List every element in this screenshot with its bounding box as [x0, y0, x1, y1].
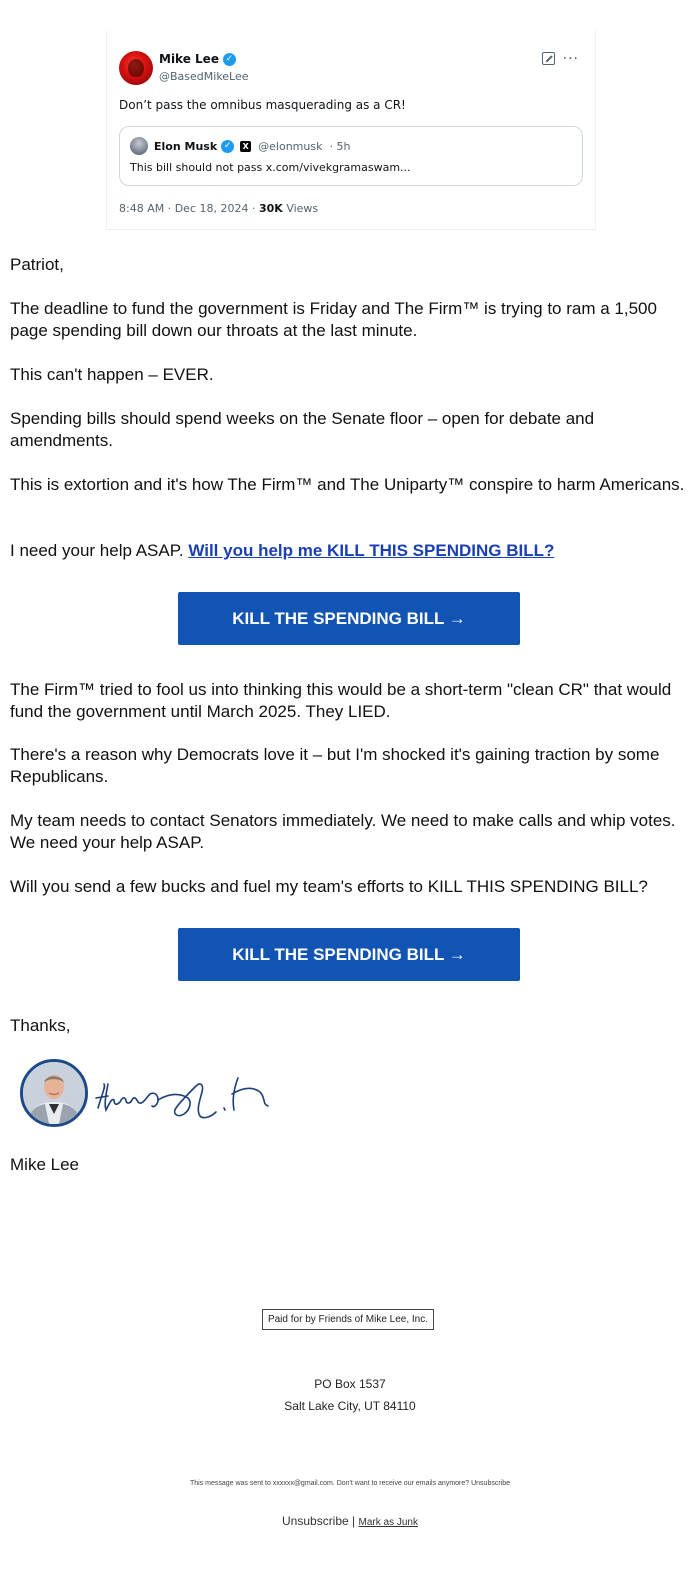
tweet-views-label: Views — [286, 202, 319, 215]
paid-for-disclaimer: Paid for by Friends of Mike Lee, Inc. — [262, 1309, 434, 1330]
paragraph-extortion: This is extortion and it's how The Firm™ and The Uniparty™ conspire to harm Americans. — [10, 475, 685, 494]
quoted-author-name: Elon Musk — [154, 139, 218, 153]
address-line-1: PO Box 1537 — [314, 1377, 386, 1391]
tweet-views-count: 30K — [258, 202, 283, 215]
embedded-tweet[interactable] — [106, 30, 596, 230]
address-line-2: Salt Lake City, UT 84110 — [284, 1399, 416, 1413]
paragraph-clean-cr: The Firm™ tried to fool us into thinking this would be a short-term "clean CR" that would fund the government until March 2025. They LIED. — [10, 680, 672, 721]
paragraph-democrats: There's a reason why Democrats love it – but I'm shocked it's gaining traction by some Republicans. — [10, 745, 660, 786]
unsubscribe-link[interactable]: Unsubscribe — [282, 1514, 349, 1528]
paragraph-cant-happen: This can't happen – EVER. — [10, 365, 214, 384]
quoted-author-handle: @elonmusk — [258, 139, 323, 153]
paragraph-help — [10, 540, 690, 562]
quoted-tweet[interactable] — [119, 126, 583, 186]
kill-bill-link[interactable]: Will you help me KILL THIS SPENDING BILL? — [188, 541, 555, 560]
more-icon[interactable]: ··· — [562, 50, 579, 67]
paragraph-send-bucks: Will you send a few bucks and fuel my team's efforts to KILL THIS SPENDING BILL? — [10, 877, 648, 896]
mark-as-junk-link[interactable]: Mark as Junk — [358, 1517, 418, 1528]
tweet-meta[interactable] — [119, 202, 318, 215]
signoff-name: Mike Lee — [10, 1155, 79, 1174]
tweet-actions — [542, 52, 579, 65]
mike-lee-photo — [20, 1059, 88, 1127]
greeting: Patriot, — [10, 255, 64, 274]
footer-separator: | — [352, 1514, 356, 1528]
tweet-timestamp: 8:48 AM · Dec 18, 2024 · — [119, 202, 256, 215]
tweet-author-name: Mike Lee — [159, 52, 219, 66]
verified-badge-icon: ✓ — [221, 140, 234, 153]
tweet-author[interactable] — [159, 52, 236, 66]
help-lead-text: I need your help ASAP. — [10, 541, 184, 560]
elon-musk-avatar — [130, 137, 148, 155]
tweet-author-handle[interactable]: @BasedMikeLee — [159, 70, 249, 83]
paragraph-deadline: The deadline to fund the government is Friday and The Firm™ is trying to ram a 1,500 page spending bill down our throats at the last minute. — [10, 299, 657, 340]
paragraph-senate-floor: Spending bills should spend weeks on the Senate floor – open for debate and amendments. — [10, 409, 595, 450]
handwritten-signature — [92, 1064, 276, 1122]
verified-badge-icon: ✓ — [223, 53, 236, 66]
kill-spending-bill-button-bottom[interactable]: KILL THE SPENDING BILL → — [178, 928, 520, 981]
email-notice: This message was sent to xxxxxx@gmail.com. Don't want to receive our emails anymore? Unsubscribe — [189, 1480, 511, 1487]
quoted-tweet-header — [130, 137, 350, 155]
grok-icon[interactable] — [542, 52, 555, 65]
kill-spending-bill-button-top[interactable]: KILL THE SPENDING BILL → — [178, 592, 520, 645]
mike-lee-avatar[interactable] — [119, 51, 153, 85]
tweet-text: Don’t pass the omnibus masquerading as a CR! — [119, 98, 406, 112]
paragraph-contact-senators: My team needs to contact Senators immediately. We need to make calls and whip votes. We need your help ASAP. — [10, 811, 676, 852]
x-affiliate-icon: X — [240, 141, 251, 152]
footer-links — [0, 1514, 700, 1528]
quoted-tweet-age: · 5h — [329, 139, 351, 153]
closing: Thanks, — [10, 1016, 71, 1035]
quoted-tweet-text: This bill should not pass x.com/vivekgramaswam... — [130, 161, 411, 174]
